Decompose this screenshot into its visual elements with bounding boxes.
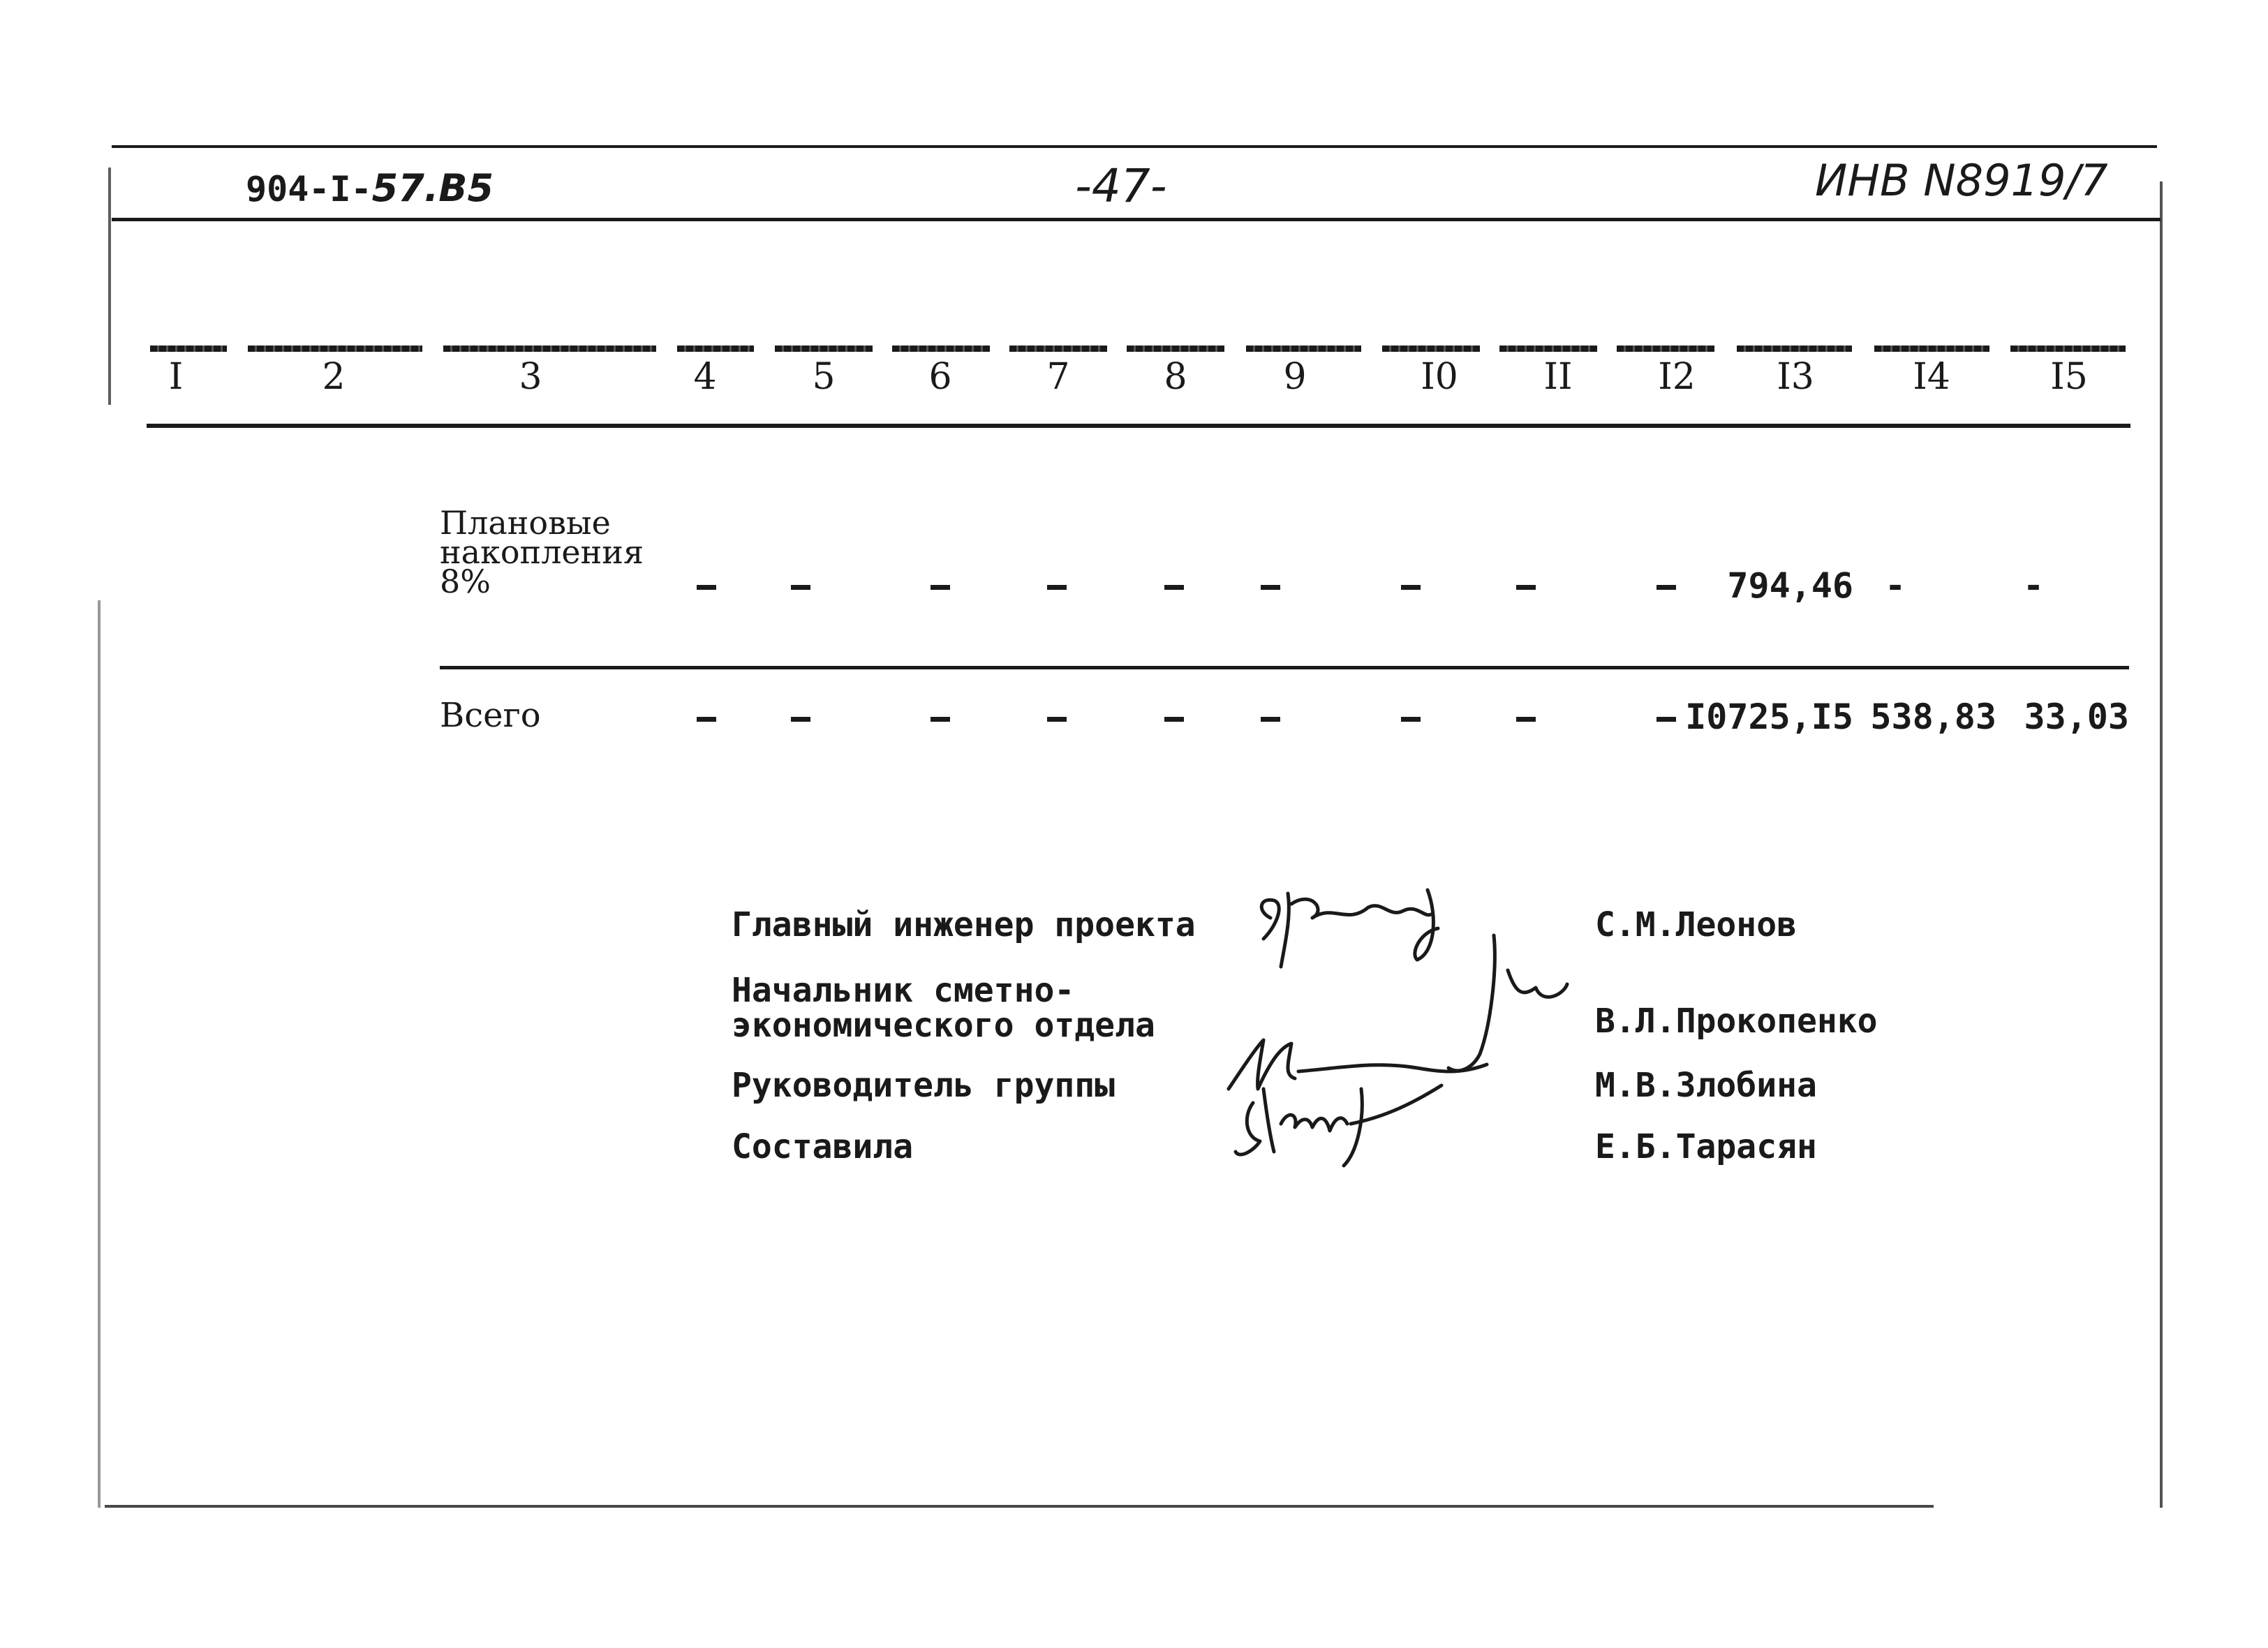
column-mark xyxy=(892,346,990,352)
column-number: I4 xyxy=(1913,356,1950,398)
empty-cell-dash xyxy=(1656,585,1676,590)
row-label-line: накопления xyxy=(440,533,644,571)
column-number: I3 xyxy=(1777,356,1814,398)
row-label-line: 8% xyxy=(440,563,491,600)
column-mark xyxy=(1127,346,1224,352)
total-col13: I0725,I5 xyxy=(1685,697,1853,737)
empty-cell-dash xyxy=(1516,585,1536,590)
column-mark xyxy=(775,346,873,352)
signatory-name: М.В.Злобина xyxy=(1595,1066,1817,1105)
column-number: I2 xyxy=(1658,356,1696,398)
empty-cell-dash xyxy=(1164,717,1184,722)
planned-savings-col15: - xyxy=(2023,565,2045,606)
column-number: 4 xyxy=(693,356,717,398)
empty-cell-dash xyxy=(1047,717,1067,722)
row-label-planned-savings xyxy=(440,504,644,600)
column-mark xyxy=(1009,346,1107,352)
empty-cell-dash xyxy=(1401,717,1421,722)
empty-cell-dash xyxy=(791,717,810,722)
signatory-name: С.М.Леонов xyxy=(1595,905,1797,944)
column-mark xyxy=(1246,346,1361,352)
column-number: 6 xyxy=(928,356,952,398)
total-separator-rule xyxy=(440,666,2129,669)
column-number: 7 xyxy=(1046,356,1070,398)
inventory-number: ИНВ N8919/7 xyxy=(1815,155,2108,206)
row-label-line: Плановые xyxy=(440,504,611,542)
signatory-role: Составила xyxy=(732,1127,914,1166)
column-mark xyxy=(150,346,227,352)
planned-savings-col13: 794,46 xyxy=(1727,565,1853,606)
empty-cell-dash xyxy=(1164,585,1184,590)
column-number: 9 xyxy=(1283,356,1307,398)
empty-cell-dash xyxy=(931,585,950,590)
column-mark xyxy=(1382,346,1480,352)
signatory-role: Руководитель группы xyxy=(732,1066,1116,1105)
total-col14: 538,83 xyxy=(1870,697,1996,737)
empty-cell-dash xyxy=(697,717,716,722)
column-mark xyxy=(443,346,656,352)
document-code-handwritten: 57.В5 xyxy=(371,166,494,210)
column-mark xyxy=(677,346,754,352)
empty-cell-dash xyxy=(1047,585,1067,590)
column-mark xyxy=(1617,346,1714,352)
total-col15: 33,03 xyxy=(2024,697,2129,737)
column-number: I0 xyxy=(1421,356,1458,398)
empty-cell-dash xyxy=(931,717,950,722)
empty-cell-dash xyxy=(1516,717,1536,722)
signatory-name: Е.Б.Тарасян xyxy=(1595,1127,1817,1166)
signatory-role-line: Начальник сметно- xyxy=(732,971,1075,1010)
signatory-role-line: экономического отдела xyxy=(732,1006,1155,1045)
column-mark xyxy=(248,346,422,352)
column-number: I xyxy=(168,356,184,398)
top-frame-line xyxy=(112,145,2157,148)
column-number: 2 xyxy=(322,356,346,398)
column-number: I5 xyxy=(2050,356,2088,398)
signature-tarasyan xyxy=(1232,1075,1455,1180)
empty-cell-dash xyxy=(1261,585,1280,590)
document-code xyxy=(246,166,494,210)
empty-cell-dash xyxy=(1261,717,1280,722)
empty-cell-dash xyxy=(791,585,810,590)
left-frame-line xyxy=(108,168,111,405)
right-frame-line xyxy=(2160,181,2163,1508)
bottom-frame-line xyxy=(105,1505,1934,1508)
empty-cell-dash xyxy=(697,585,716,590)
column-number: 5 xyxy=(812,356,836,398)
row-label-total: Всего xyxy=(440,696,541,735)
signatory-name: В.Л.Прокопенко xyxy=(1595,1002,1878,1041)
column-strip-rule xyxy=(147,424,2130,428)
column-mark xyxy=(1874,346,1989,352)
column-number: 3 xyxy=(519,356,542,398)
page-number: -47- xyxy=(1075,159,1167,213)
document-code-typed: 904-I- xyxy=(246,169,372,209)
column-number: II xyxy=(1543,356,1573,398)
column-mark xyxy=(2010,346,2126,352)
signatory-role: Главный инженер проекта xyxy=(732,905,1196,944)
header-rule xyxy=(112,218,2160,221)
empty-cell-dash xyxy=(1401,585,1421,590)
empty-cell-dash xyxy=(1656,717,1676,722)
column-mark xyxy=(1737,346,1852,352)
planned-savings-col14: - xyxy=(1885,565,1906,606)
column-number: 8 xyxy=(1164,356,1187,398)
signatory-role xyxy=(732,973,1155,1043)
column-mark xyxy=(1499,346,1597,352)
left-frame-line-lower xyxy=(98,600,101,1508)
